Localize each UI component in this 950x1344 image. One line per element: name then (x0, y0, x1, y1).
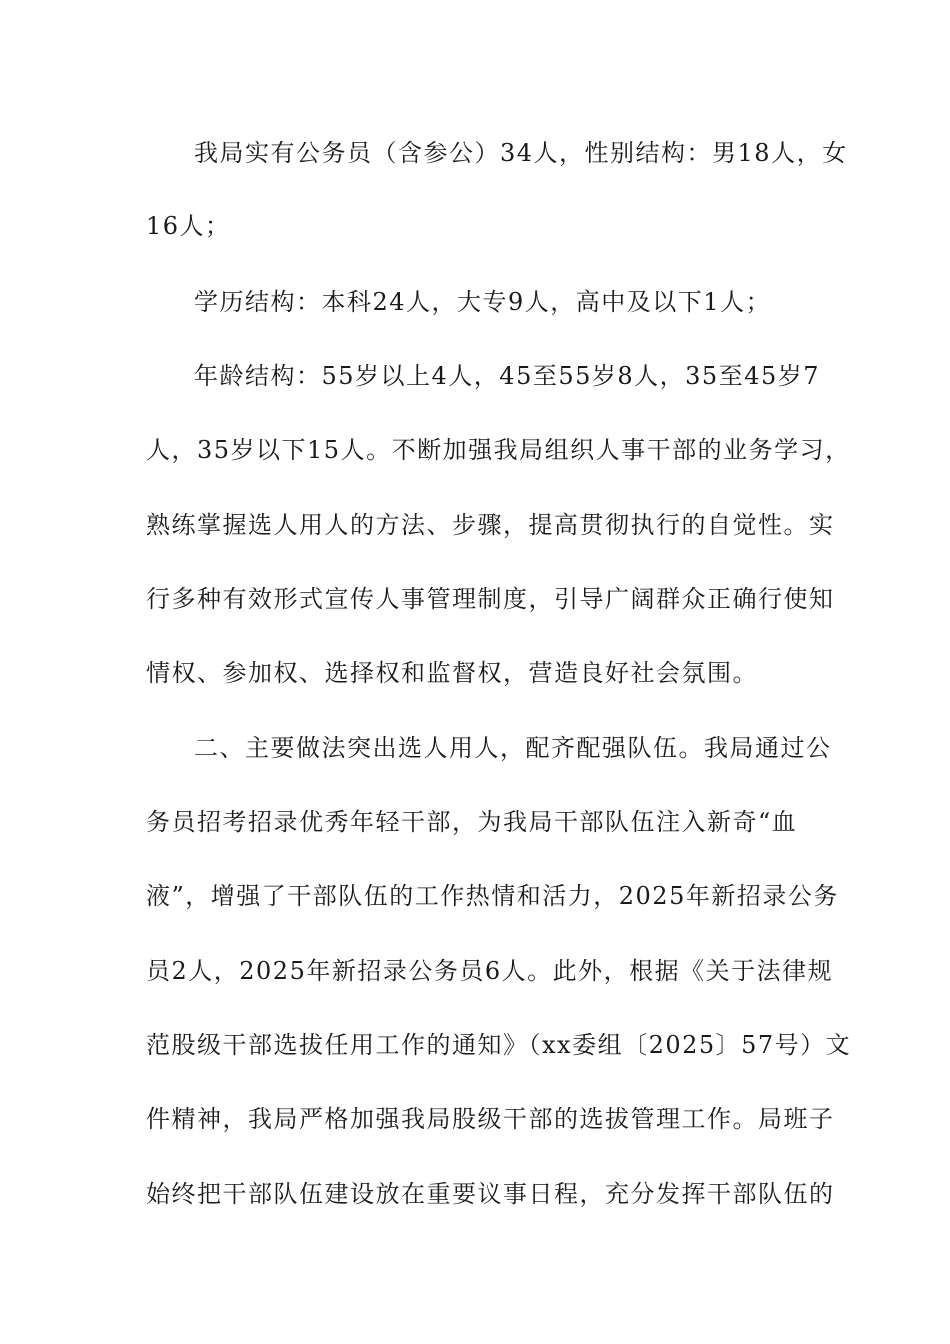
text-line: 件精神，我局严格加强我局股级干部的选拔管理工作。局班子 (146, 1105, 835, 1133)
text-line: 学历结构：本科24人，大专9人，高中及以下1人； (194, 288, 772, 316)
text-line: 熟练掌握选人用人的方法、步骤，提高贯彻执行的自觉性。实 (146, 511, 835, 539)
text-line: 年龄结构：55岁以上4人，45至55岁8人，35至45岁7 (194, 362, 821, 390)
text-line: 务员招考招录优秀年轻干部，为我局干部队伍注入新奇“血 (146, 808, 798, 836)
text-line: 情权、参加权、选择权和监督权，营造良好社会氛围。 (146, 659, 758, 687)
text-line: 我局实有公务员（含参公）34人，性别结构：男18人，女 (194, 139, 848, 167)
text-line: 液”，增强了干部队伍的工作热情和活力，2025年新招录公务 (146, 882, 839, 910)
text-line: 员2人，2025年新招录公务员6人。此外，根据《关于法律规 (146, 957, 834, 985)
text-line: 二、主要做法突出选人用人，配齐配强队伍。我局通过公 (194, 734, 832, 762)
text-line: 范股级干部选拔任用工作的通知》（xx委组〔2025〕57号）文 (146, 1031, 852, 1059)
text-line: 始终把干部队伍建设放在重要议事日程，充分发挥干部队伍的 (146, 1180, 835, 1208)
text-line: 行多种有效形式宣传人事管理制度，引导广阔群众正确行使知 (146, 585, 835, 613)
text-line: 人，35岁以下15人。不断加强我局组织人事干部的业务学习， (146, 436, 851, 464)
text-line: 16人； (146, 212, 231, 240)
